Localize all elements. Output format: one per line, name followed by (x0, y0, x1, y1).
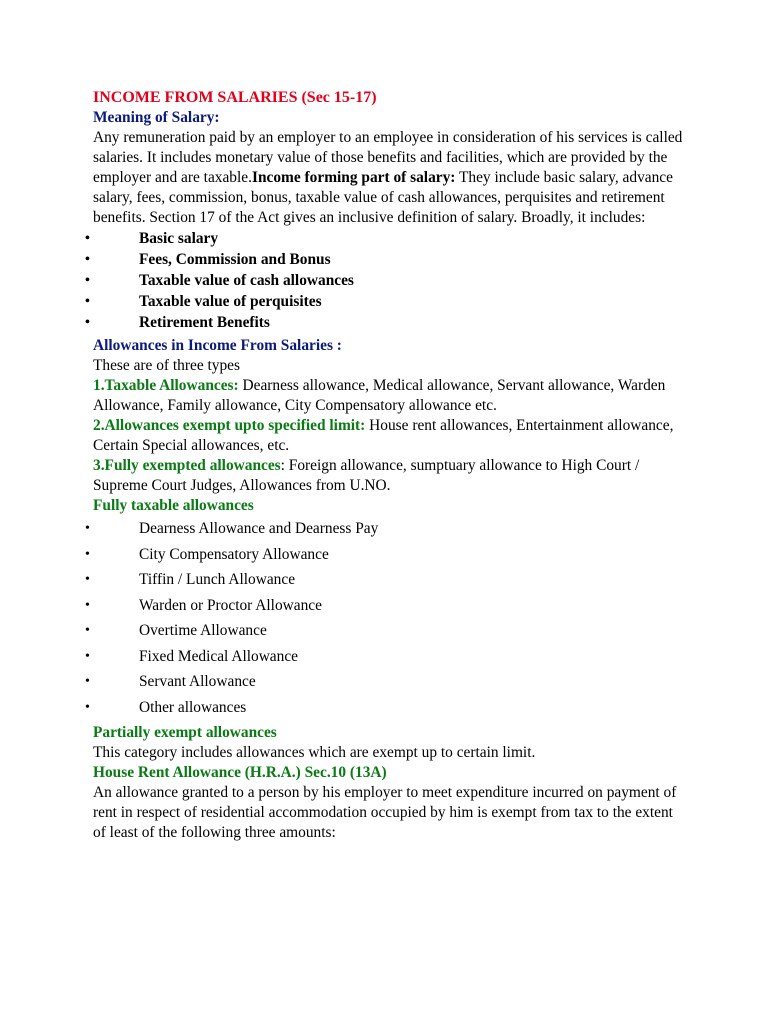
type1-paragraph (93, 376, 683, 416)
type3-label: 3.Fully exempted allowances (93, 457, 281, 474)
list-item: • Other allowances (85, 695, 675, 721)
type2-paragraph (93, 416, 683, 456)
allowances-intro: These are of three types (93, 357, 240, 374)
type2-text: House rent allowances, Entertainment allowance, Certain Special allowances, etc. (93, 417, 674, 454)
page-title: INCOME FROM SALARIES (Sec 15-17) (93, 89, 377, 106)
allowances-heading: Allowances in Income From Salaries : (93, 337, 342, 354)
document-page (93, 88, 683, 843)
fully-taxable-heading: Fully taxable allowances (93, 497, 254, 514)
type3-paragraph (93, 456, 683, 496)
type3-text: : Foreign allowance, sumptuary allowance to High Court / Supreme Court Judges, Allowances from U.NO. (93, 457, 640, 494)
salary-includes-list (85, 228, 675, 333)
type1-text: Dearness allowance, Medical allowance, Servant allowance, Warden Allowance, Family allowance, City Compensatory allowance etc. (93, 377, 666, 414)
list-item: • Taxable value of perquisites (85, 291, 675, 312)
hra-heading: House Rent Allowance (H.R.A.) Sec.10 (13A) (93, 764, 387, 781)
type2-label: 2.Allowances exempt upto specified limit: (93, 417, 366, 434)
list-item: • Overtime Allowance (85, 618, 675, 644)
income-forming-label: Income forming part of salary: (251, 169, 456, 186)
list-item: • Fees, Commission and Bonus (85, 249, 675, 270)
fully-taxable-list (85, 516, 675, 720)
list-item: • Fixed Medical Allowance (85, 644, 675, 670)
list-item: • Tiffin / Lunch Allowance (85, 567, 675, 593)
list-item: • Warden or Proctor Allowance (85, 593, 675, 619)
list-item: • City Compensatory Allowance (85, 542, 675, 568)
meaning-paragraph (93, 128, 683, 228)
list-item: • Dearness Allowance and Dearness Pay (85, 516, 675, 542)
meaning-tail: They include basic salary, advance salary, fees, commission, bonus, taxable value of cash allowances, perquisites and retirement benefits. Section 17 of the Act gives an inclusive definition of salary. Broadly, it includes: (93, 169, 673, 226)
partially-exempt-text: This category includes allowances which are exempt up to certain limit. (93, 744, 536, 761)
type1-label: 1.Taxable Allowances: (93, 377, 239, 394)
list-item: • Taxable value of cash allowances (85, 270, 675, 291)
meaning-text: Any remuneration paid by an employer to an employee in consideration of his services is called salaries. It includes monetary value of those benefits and facilities, which are provided by the employer and are taxable. (93, 129, 683, 186)
meaning-heading: Meaning of Salary: (93, 109, 220, 126)
partially-exempt-heading: Partially exempt allowances (93, 724, 277, 741)
list-item: • Servant Allowance (85, 669, 675, 695)
list-item: • Retirement Benefits (85, 312, 675, 333)
hra-text: An allowance granted to a person by his employer to meet expenditure incurred on payment of rent in respect of residential accommodation occupied by him is exempt from tax to the extent of least of the following three amounts: (93, 784, 677, 841)
list-item: • Basic salary (85, 228, 675, 249)
